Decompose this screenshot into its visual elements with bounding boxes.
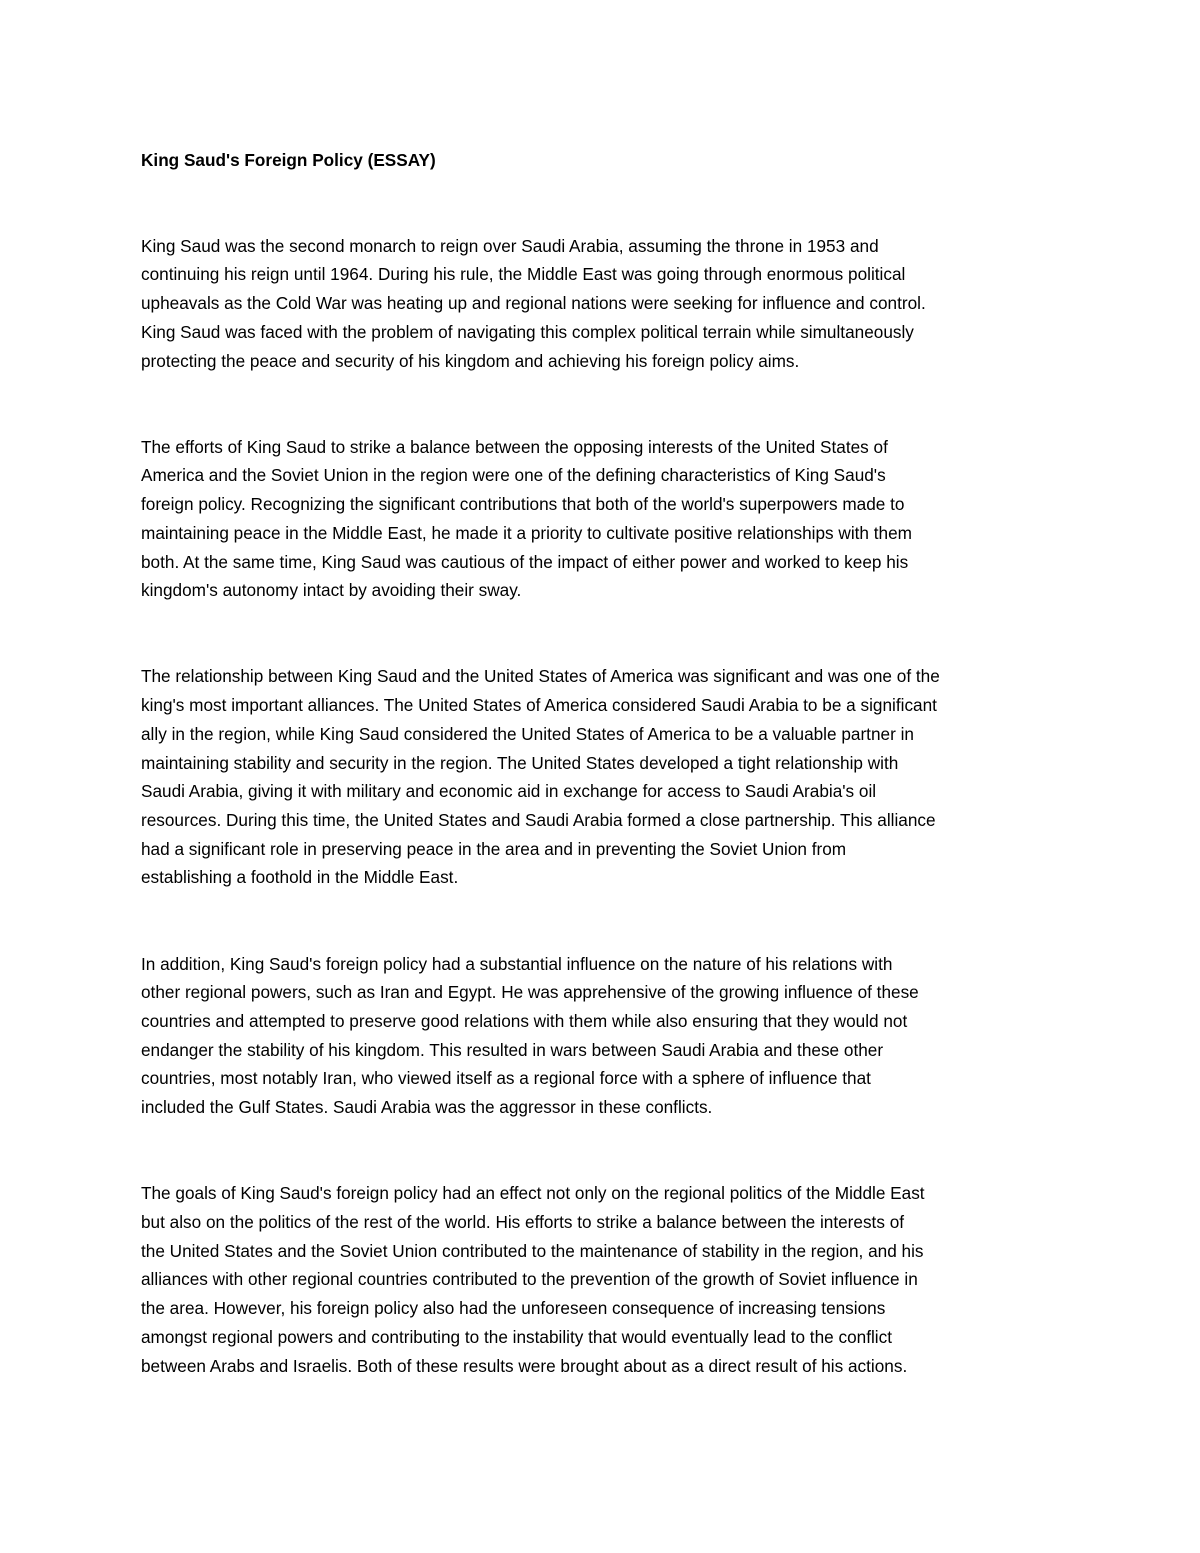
essay-paragraph: [141, 1179, 1061, 1380]
paragraph-line: The efforts of King Saud to strike a balance between the opposing interests of the United States of: [141, 436, 888, 457]
paragraph-line: between Arabs and Israelis. Both of these results were brought about as a direct result of his actions.: [141, 1355, 908, 1376]
paragraph-line: protecting the peace and security of his kingdom and achieving his foreign policy aims.: [141, 350, 800, 371]
paragraph-line: establishing a foothold in the Middle East.: [141, 867, 459, 888]
paragraph-line: both. At the same time, King Saud was cautious of the impact of either power and worked to keep his: [141, 551, 909, 572]
paragraph-line: the area. However, his foreign policy also had the unforeseen consequence of increasing tensions: [141, 1298, 886, 1319]
paragraph-line: The goals of King Saud's foreign policy had an effect not only on the regional politics of the Middle East: [141, 1183, 925, 1204]
paragraph-line: countries, most notably Iran, who viewed itself as a regional force with a sphere of influence that: [141, 1068, 871, 1089]
paragraph-line: King Saud was faced with the problem of navigating this complex political terrain while simultaneously: [141, 321, 914, 342]
paragraph-line: maintaining stability and security in the region. The United States developed a tight relationship with: [141, 752, 899, 773]
paragraph-line: In addition, King Saud's foreign policy had a substantial influence on the nature of his relations with: [141, 953, 893, 974]
paragraph-line: alliances with other regional countries contributed to the prevention of the growth of Soviet influence in: [141, 1269, 918, 1290]
paragraph-line: the United States and the Soviet Union contributed to the maintenance of stability in the region, and his: [141, 1240, 924, 1261]
paragraph-line: King Saud was the second monarch to reign over Saudi Arabia, assuming the throne in 1953 and: [141, 235, 879, 256]
paragraph-line: ally in the region, while King Saud considered the United States of America to be a valuable partner in: [141, 723, 914, 744]
paragraph-line: America and the Soviet Union in the region were one of the defining characteristics of King Saud's: [141, 465, 886, 486]
essay-paragraph: [141, 662, 1061, 892]
essay-title: King Saud's Foreign Policy (ESSAY): [141, 150, 436, 170]
paragraph-line: The relationship between King Saud and the United States of America was significant and was one of the: [141, 666, 940, 687]
document-body: [141, 146, 1061, 1438]
essay-paragraph: [141, 232, 1061, 376]
paragraph-line: had a significant role in preserving peace in the area and in preventing the Soviet Union from: [141, 838, 847, 859]
paragraph-line: countries and attempted to preserve good relations with them while also ensuring that they would not: [141, 1010, 908, 1031]
paragraph-line: amongst regional powers and contributing to the instability that would eventually lead to the conflict: [141, 1326, 892, 1347]
paragraph-line: king's most important alliances. The United States of America considered Saudi Arabia to be a significant: [141, 695, 937, 716]
paragraph-line: maintaining peace in the Middle East, he made it a priority to cultivate positive relationships with them: [141, 522, 912, 543]
paragraph-line: included the Gulf States. Saudi Arabia was the aggressor in these conflicts.: [141, 1097, 713, 1118]
paragraph-line: Saudi Arabia, giving it with military and economic aid in exchange for access to Saudi Arabia's oil: [141, 781, 877, 802]
paragraph-line: other regional powers, such as Iran and Egypt. He was apprehensive of the growing influence of these: [141, 982, 919, 1003]
paragraph-line: foreign policy. Recognizing the significant contributions that both of the world's superpowers made to: [141, 494, 905, 515]
paragraph-line: but also on the politics of the rest of the world. His efforts to strike a balance between the interests of: [141, 1211, 905, 1232]
paragraph-line: continuing his reign until 1964. During his rule, the Middle East was going through enormous political: [141, 264, 906, 285]
essay-paragraph: [141, 433, 1061, 605]
paragraph-line: endanger the stability of his kingdom. This resulted in wars between Saudi Arabia and these other: [141, 1039, 884, 1060]
paragraph-line: resources. During this time, the United States and Saudi Arabia formed a close partnership. This alliance: [141, 809, 936, 830]
paragraph-line: kingdom's autonomy intact by avoiding their sway.: [141, 580, 522, 601]
paragraph-line: upheavals as the Cold War was heating up and regional nations were seeking for influence and control.: [141, 293, 926, 314]
paragraphs-container: [141, 232, 1061, 1381]
essay-paragraph: [141, 950, 1061, 1122]
